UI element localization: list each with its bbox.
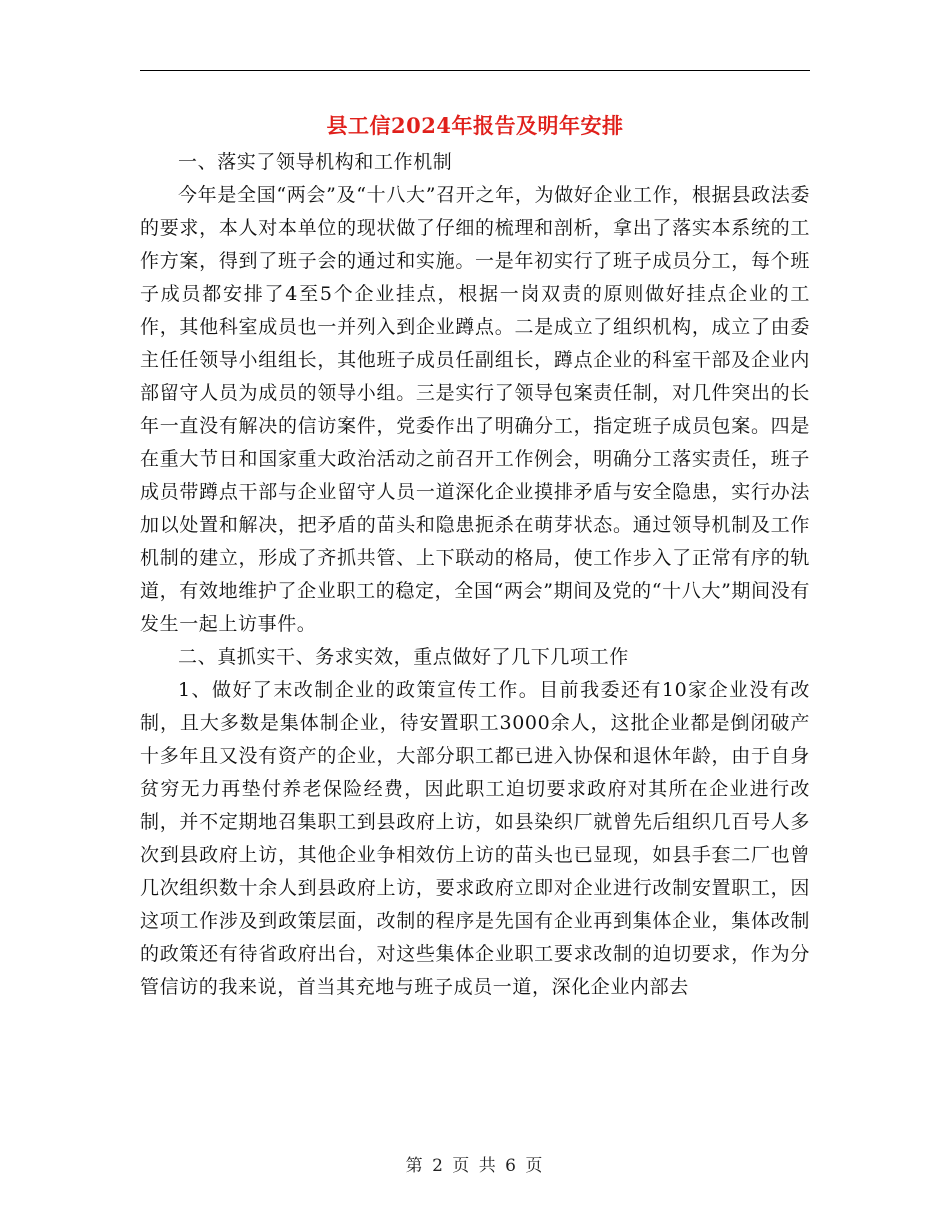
body-paragraph-2: 1、做好了末改制企业的政策宣传工作。目前我委还有10家企业没有改制，且大多数是集体制企业，待安置职工3000余人，这批企业都是倒闭破产十多年且又没有资产的企业，大部分职工都已进入协保和退休年龄，由于自身贫穷无力再垫付养老保险经费，因此职工迫切要求政府对其所在企业进行改制，并不定期地召集职工到县政府上访，如县染织厂就曾先后组织几百号人多次到县政府上访，其他企业争相效仿上访的苗头也已显现，如县手套二厂也曾几次组织数十余人到县政府上访，要求政府立即对企业进行改制安置职工，因这项工作涉及到政策层面，改制的程序是先国有企业再到集体企业，集体改制的政策还有待省政府出台，对这些集体企业职工要求改制的迫切要求，作为分管信访的我来说，首当其充地与班子成员一道，深化企业内部去 — [140, 679, 810, 998]
page-number: 第 2 页 共 6 页 — [405, 1156, 545, 1176]
document-title: 县工信2024年报告及明年安排 — [326, 113, 624, 138]
header-rule — [140, 70, 810, 71]
document-body — [140, 146, 810, 1004]
body-paragraph-1: 今年是全国“两会”及“十八大”召开之年，为做好企业工作，根据县政法委的要求，本人对本单位的现状做了仔细的梳理和剖析，拿出了落实本系统的工作方案，得到了班子会的通过和实施。一是年初实行了班子成员分工，每个班子成员都安排了4至5个企业挂点，根据一岗双责的原则做好挂点企业的工作，其他科室成员也一并列入到企业蹲点。二是成立了组织机构，成立了由委主任任领导小组组长，其他班子成员任副组长，蹲点企业的科室干部及企业内部留守人员为成员的领导小组。三是实行了领导包案责任制，对几件突出的长年一直没有解决的信访案件，党委作出了明确分工，指定班子成员包案。四是在重大节日和国家重大政治活动之前召开工作例会，明确分工落实责任，班子成员带蹲点干部与企业留守人员一道深化企业摸排矛盾与安全隐患，实行办法加以处置和解决，把矛盾的苗头和隐患扼杀在萌芽状态。通过领导机制及工作机制的建立，形成了齐抓共管、上下联动的格局，使工作步入了正常有序的轨道，有效地维护了企业职工的稳定，全国“两会”期间及党的“十八大”期间没有发生一起上访事件。 — [140, 184, 810, 635]
section-heading-2: 二、真抓实干、务求实效，重点做好了几下几项工作 — [178, 646, 629, 668]
section-heading-1: 一、落实了领导机构和工作机制 — [178, 151, 453, 173]
